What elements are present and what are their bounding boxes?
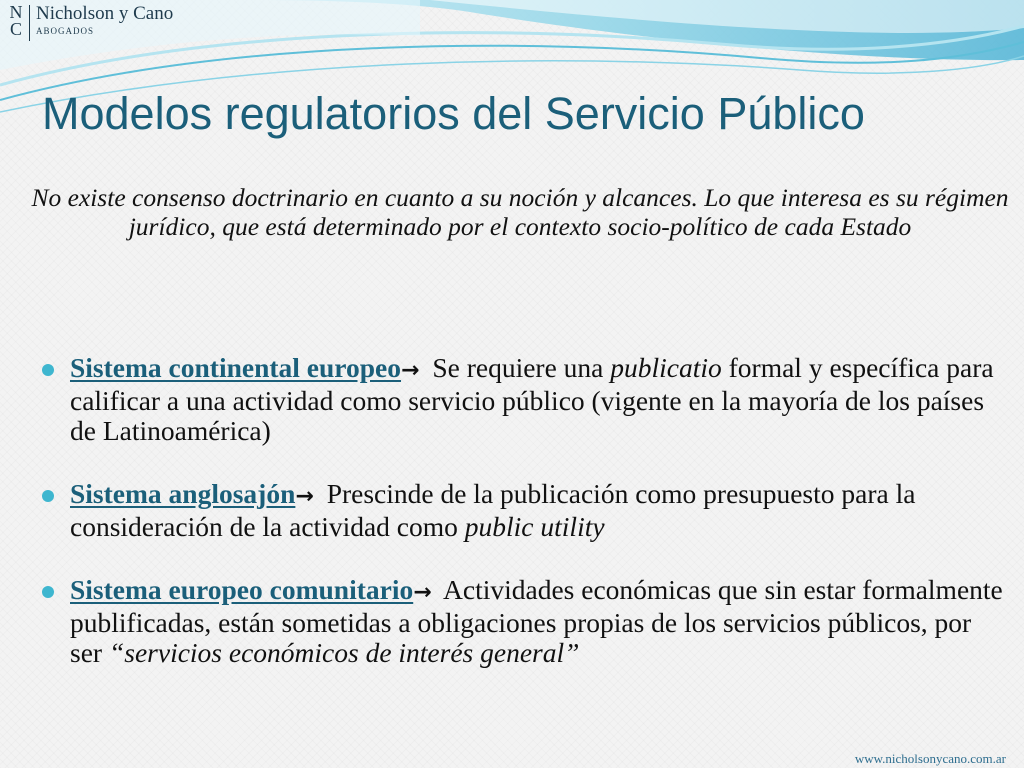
right-arrow-icon: →: [401, 358, 420, 383]
footer-url[interactable]: www.nicholsonycano.com.ar: [854, 751, 1006, 766]
right-arrow-icon: →: [413, 580, 432, 605]
bullet-italic-text: publicatio: [610, 352, 722, 383]
logo-monogram-bottom: C: [9, 19, 22, 39]
term-link-anglosajon[interactable]: Sistema anglosajón: [70, 478, 296, 509]
bullet-item-continental: [38, 353, 1008, 446]
logo-divider: [29, 5, 30, 41]
term-link-comunitario[interactable]: Sistema europeo comunitario: [70, 574, 414, 605]
bullet-item-anglosajon: [38, 479, 1008, 542]
bullet-item-comunitario: [38, 575, 1008, 668]
bullet-dot-icon: [42, 364, 54, 376]
bullet-dot-icon: [42, 586, 54, 598]
bullet-list: [38, 353, 1008, 668]
logo-monogram-top: N: [9, 2, 23, 22]
bullet-dot-icon: [42, 490, 54, 502]
bullet-text-continued: formal y específica para calificar a una actividad como servicio público (vigente en la mayoría de los países de Latinoamérica): [70, 352, 994, 446]
logo-subtitle: ABOGADOS: [36, 26, 95, 36]
bullet-text: Actividades económicas que sin estar formalmente publificadas, están sometidas a obligaciones propias de los servicios públicos, por ser: [70, 574, 1003, 668]
bullet-italic-text: “servicios económicos de interés general”: [108, 637, 580, 668]
logo-name: Nicholson y Cano: [36, 3, 174, 24]
term-link-continental[interactable]: Sistema continental europeo: [70, 352, 402, 383]
bullet-text: Se requiere una: [425, 352, 611, 383]
bullet-text: Prescinde de la publicación como presupuesto para la consideración de la actividad como: [70, 478, 916, 542]
logo-monogram: [5, 4, 27, 38]
slide-title: Modelos regulatorios del Servicio Público: [42, 88, 865, 139]
right-arrow-icon: →: [295, 484, 314, 509]
intro-paragraph: No existe consenso doctrinario en cuanto a su noción y alcances. Lo que interesa es su régimen jurídico, que está determinado por el contexto socio-político de cada Estado: [31, 183, 1009, 241]
bullet-italic-text: public utility: [464, 511, 605, 542]
company-logo: [5, 4, 173, 41]
